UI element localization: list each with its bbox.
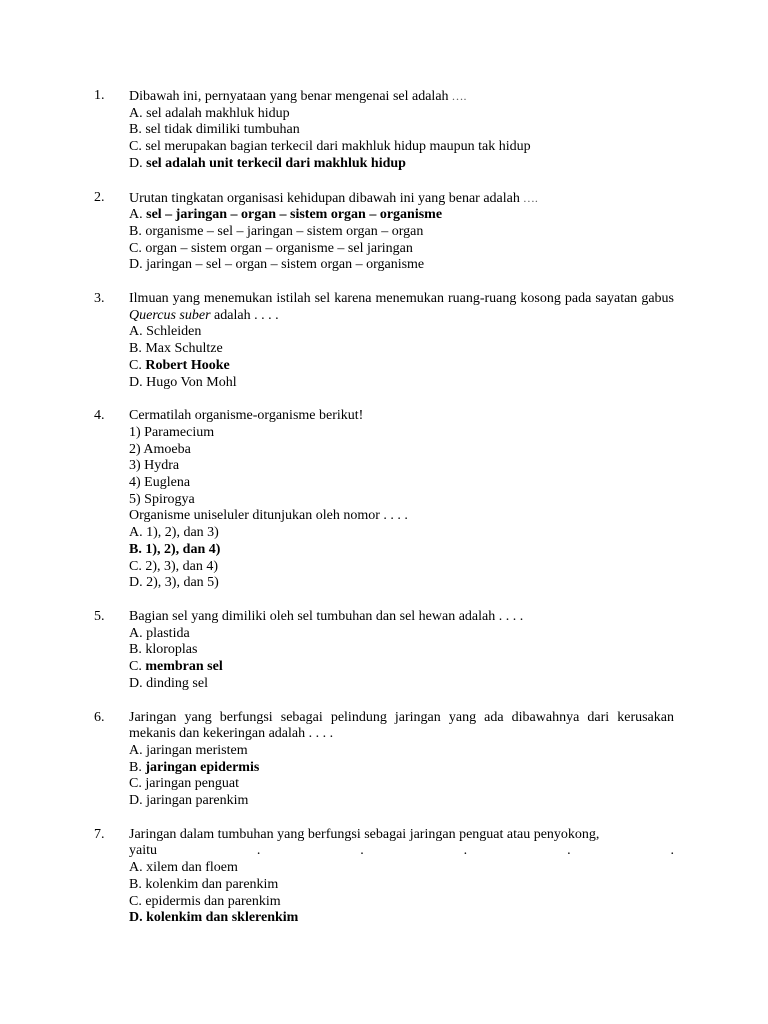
question-stem: Dibawah ini, pernyataan yang benar mengenai sel adalah …. (129, 89, 467, 104)
option-a: A. sel adalah makhluk hidup (129, 105, 290, 121)
option-b-answer: B. 1), 2), dan 4) (129, 541, 221, 557)
list-item: 2) Amoeba (129, 441, 191, 457)
list-item: 1) Paramecium (129, 424, 215, 440)
question-number: 5. (94, 608, 105, 624)
question-number: 1. (94, 88, 105, 103)
question-number: 6. (94, 709, 105, 725)
question-1 (0, 88, 768, 173)
question-number: 4. (94, 408, 105, 424)
option-c: C. jaringan penguat (129, 776, 240, 792)
option-d: D. jaringan – sel – organ – sistem organ – organisme (129, 257, 425, 273)
option-c: C. organ – sistem organ – organisme – sel jaringan (129, 240, 413, 256)
option-a: A. Schleiden (129, 324, 202, 340)
option-b: B. organisme – sel – jaringan – sistem organ – organ (129, 223, 424, 239)
option-c: C. epidermis dan parenkim (129, 893, 281, 909)
option-d: D. dinding sel (129, 675, 208, 691)
option-b-answer: B. jaringan epidermis (129, 759, 260, 775)
option-a: A. plastida (129, 625, 190, 641)
question-stem-2: Organisme uniseluler ditunjukan oleh nomor . . . . (129, 508, 408, 524)
question-number: 2. (94, 189, 105, 205)
question-stem-dots: yaitu . . . . . (129, 843, 674, 859)
option-d: D. 2), 3), dan 5) (129, 575, 219, 591)
question-number: 3. (94, 291, 105, 307)
question-stem: Urutan tingkatan organisasi kehidupan dibawah ini yang benar adalah …. (129, 190, 538, 206)
question-number: 7. (94, 826, 105, 842)
option-a: A. xilem dan floem (129, 860, 238, 876)
option-d: D. Hugo Von Mohl (129, 374, 237, 390)
option-b: B. kloroplas (129, 642, 198, 658)
question-6 (0, 710, 768, 810)
list-item: 3) Hydra (129, 458, 180, 474)
question-3 (0, 291, 768, 391)
option-d-answer: D. kolenkim dan sklerenkim (129, 910, 299, 926)
option-c-answer: C. Robert Hooke (129, 357, 230, 373)
question-2 (0, 190, 768, 275)
question-stem: Jaringan yang berfungsi sebagai pelindung jaringan yang ada dibawahnya dari kerusakan mekanis dan kekeringan adalah . . . . (129, 709, 674, 742)
question-5 (0, 609, 768, 693)
question-stem: Ilmuan yang menemukan istilah sel karena menemukan ruang-ruang kosong pada sayatan gabus Quercus suber adalah . . . . (129, 291, 674, 323)
question-7 (0, 827, 768, 927)
question-stem: Cermatilah organisme-organisme berikut! (129, 408, 364, 424)
option-c: C. 2), 3), dan 4) (129, 558, 219, 574)
option-b: B. Max Schultze (129, 341, 223, 357)
option-c-answer: C. membran sel (129, 659, 223, 675)
list-item: 5) Spirogya (129, 491, 195, 507)
option-a: A. 1), 2), dan 3) (129, 525, 219, 541)
option-d: D. jaringan parenkim (129, 793, 249, 809)
question-4 (0, 408, 768, 592)
option-b: B. kolenkim dan parenkim (129, 876, 279, 892)
option-c: C. sel merupakan bagian terkecil dari makhluk hidup maupun tak hidup (129, 139, 531, 155)
option-a: A. jaringan meristem (129, 742, 248, 758)
option-d-answer: D. sel adalah unit terkecil dari makhluk hidup (129, 155, 406, 171)
question-stem: Bagian sel yang dimiliki oleh sel tumbuhan dan sel hewan adalah . . . . (129, 608, 524, 624)
question-stem: Jaringan dalam tumbuhan yang berfungsi sebagai jaringan penguat atau penyokong, (129, 826, 600, 842)
list-item: 4) Euglena (129, 475, 191, 491)
option-a-answer: A. sel – jaringan – organ – sistem organ – organisme (129, 207, 443, 223)
option-b: B. sel tidak dimiliki tumbuhan (129, 122, 300, 138)
